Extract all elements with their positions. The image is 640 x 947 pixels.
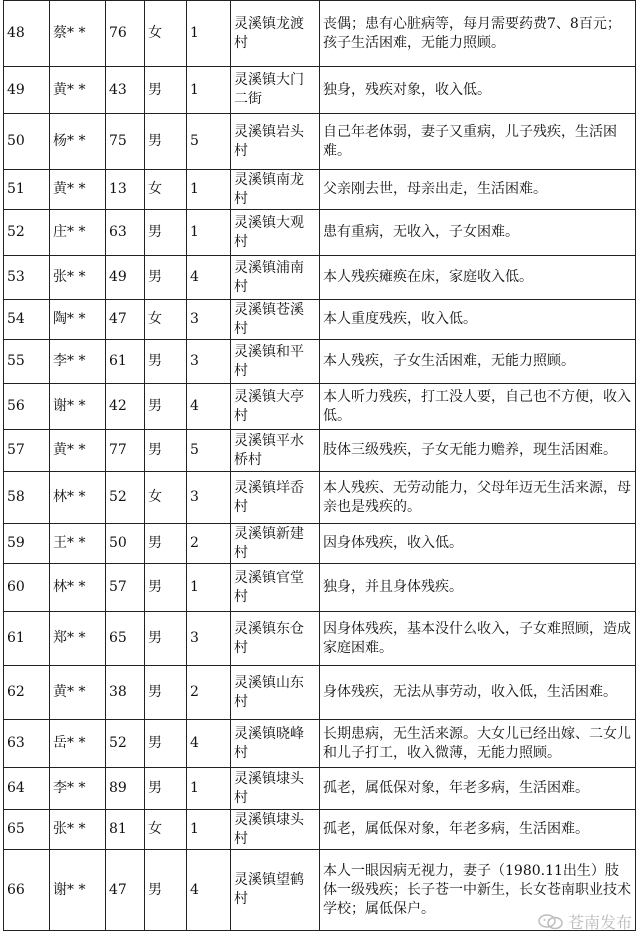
table-row — [4, 430, 636, 472]
row-address: 灵溪镇大亭村 — [231, 384, 320, 430]
row-reason: 患有重病，无收入，子女困难。 — [320, 210, 636, 256]
row-address: 灵溪镇埭头村 — [231, 768, 320, 810]
row-sex: 男 — [145, 720, 187, 768]
row-reason: 独身，并且身体残疾。 — [320, 564, 636, 612]
table-row — [4, 1, 636, 67]
row-number: 53 — [4, 256, 50, 300]
row-reason: 因身体残疾，基本没什么收入，子女难照顾，造成家庭困难。 — [320, 612, 636, 666]
row-name: 庄* * — [50, 210, 106, 256]
row-name: 蔡* * — [50, 1, 106, 67]
watermark — [538, 910, 632, 933]
table-row — [4, 170, 636, 210]
row-number: 61 — [4, 612, 50, 666]
row-sex: 男 — [145, 430, 187, 472]
row-age: 81 — [106, 810, 145, 850]
row-age: 52 — [106, 720, 145, 768]
row-sex: 男 — [145, 384, 187, 430]
row-household-count: 1 — [187, 210, 231, 256]
row-household-count: 1 — [187, 67, 231, 114]
row-name: 林* * — [50, 564, 106, 612]
row-number: 60 — [4, 564, 50, 612]
row-address: 灵溪镇山东村 — [231, 666, 320, 720]
row-name: 张* * — [50, 256, 106, 300]
row-age: 13 — [106, 170, 145, 210]
row-address: 灵溪镇南龙村 — [231, 170, 320, 210]
row-name: 黄* * — [50, 170, 106, 210]
row-household-count: 1 — [187, 1, 231, 67]
row-sex: 男 — [145, 114, 187, 170]
row-age: 89 — [106, 768, 145, 810]
row-sex: 男 — [145, 340, 187, 384]
row-address: 灵溪镇望鹤村 — [231, 850, 320, 931]
row-sex: 女 — [145, 472, 187, 524]
row-reason: 本人残疾瘫痪在床，家庭收入低。 — [320, 256, 636, 300]
row-age: 47 — [106, 850, 145, 931]
row-number: 58 — [4, 472, 50, 524]
row-number: 64 — [4, 768, 50, 810]
row-sex: 男 — [145, 850, 187, 931]
table-row — [4, 564, 636, 612]
row-household-count: 5 — [187, 430, 231, 472]
row-household-count: 3 — [187, 340, 231, 384]
row-number: 57 — [4, 430, 50, 472]
row-age: 47 — [106, 300, 145, 340]
row-reason: 自己年老体弱，妻子又重病，儿子残疾，生活困难。 — [320, 114, 636, 170]
row-household-count: 1 — [187, 564, 231, 612]
row-address: 灵溪镇新建村 — [231, 524, 320, 564]
row-household-count: 2 — [187, 524, 231, 564]
row-age: 61 — [106, 340, 145, 384]
row-age: 75 — [106, 114, 145, 170]
table-body — [4, 1, 636, 931]
row-household-count: 4 — [187, 384, 231, 430]
table-row — [4, 720, 636, 768]
table-row — [4, 768, 636, 810]
row-name: 王* * — [50, 524, 106, 564]
row-name: 谢* * — [50, 850, 106, 931]
row-number: 52 — [4, 210, 50, 256]
row-address: 灵溪镇龙渡村 — [231, 1, 320, 67]
table-row — [4, 472, 636, 524]
wechat-icon — [538, 914, 564, 930]
row-name: 杨* * — [50, 114, 106, 170]
row-reason: 孤老，属低保对象，年老多病，生活困难。 — [320, 768, 636, 810]
row-household-count: 4 — [187, 850, 231, 931]
row-address: 灵溪镇大门二街 — [231, 67, 320, 114]
row-age: 43 — [106, 67, 145, 114]
row-age: 76 — [106, 1, 145, 67]
row-sex: 男 — [145, 256, 187, 300]
row-number: 59 — [4, 524, 50, 564]
row-sex: 女 — [145, 170, 187, 210]
row-number: 51 — [4, 170, 50, 210]
row-household-count: 3 — [187, 612, 231, 666]
row-household-count: 3 — [187, 472, 231, 524]
row-name: 谢* * — [50, 384, 106, 430]
table-row — [4, 666, 636, 720]
row-number: 54 — [4, 300, 50, 340]
row-reason: 因身体残疾，收入低。 — [320, 524, 636, 564]
row-age: 42 — [106, 384, 145, 430]
row-reason: 本人听力残疾，打工没人要，自己也不方便，收入低。 — [320, 384, 636, 430]
row-age: 49 — [106, 256, 145, 300]
table-row — [4, 67, 636, 114]
row-number: 55 — [4, 340, 50, 384]
row-age: 38 — [106, 666, 145, 720]
row-reason: 肢体三级残疾，子女无能力赡养，现生活困难。 — [320, 430, 636, 472]
row-sex: 男 — [145, 210, 187, 256]
row-number: 48 — [4, 1, 50, 67]
row-sex: 男 — [145, 524, 187, 564]
row-address: 灵溪镇和平村 — [231, 340, 320, 384]
row-age: 65 — [106, 612, 145, 666]
row-name: 林* * — [50, 472, 106, 524]
row-sex: 男 — [145, 67, 187, 114]
row-reason: 本人一眼因病无视力，妻子（1980.11出生）肢体一级残疾；长子苍一中新生，长女苍南职业技术学校；属低保户。 — [320, 850, 636, 931]
row-sex: 男 — [145, 612, 187, 666]
row-name: 张* * — [50, 810, 106, 850]
row-address: 灵溪镇苍溪村 — [231, 300, 320, 340]
table-row — [4, 256, 636, 300]
row-address: 灵溪镇平水桥村 — [231, 430, 320, 472]
row-reason: 本人重度残疾，收入低。 — [320, 300, 636, 340]
row-number: 50 — [4, 114, 50, 170]
row-number: 49 — [4, 67, 50, 114]
table-row — [4, 810, 636, 850]
row-reason: 丧偶；患有心脏病等，每月需要药费7、8百元；孩子生活困难，无能力照顾。 — [320, 1, 636, 67]
row-age: 63 — [106, 210, 145, 256]
row-reason: 本人残疾，子女生活困难，无能力照顾。 — [320, 340, 636, 384]
row-household-count: 1 — [187, 810, 231, 850]
row-sex: 女 — [145, 810, 187, 850]
row-address: 灵溪镇晓峰村 — [231, 720, 320, 768]
row-number: 56 — [4, 384, 50, 430]
row-address: 灵溪镇浦南村 — [231, 256, 320, 300]
table-row — [4, 612, 636, 666]
row-household-count: 3 — [187, 300, 231, 340]
row-reason: 孤老，属低保对象，年老多病，生活困难。 — [320, 810, 636, 850]
row-address: 灵溪镇官堂村 — [231, 564, 320, 612]
row-reason: 独身，残疾对象，收入低。 — [320, 67, 636, 114]
row-name: 岳* * — [50, 720, 106, 768]
row-name: 黄* * — [50, 666, 106, 720]
row-age: 77 — [106, 430, 145, 472]
table-row — [4, 384, 636, 430]
row-reason: 身体残疾，无法从事劳动，收入低，生活困难。 — [320, 666, 636, 720]
row-address: 灵溪镇岩头村 — [231, 114, 320, 170]
beneficiary-table — [3, 0, 636, 931]
row-household-count: 5 — [187, 114, 231, 170]
row-household-count: 4 — [187, 256, 231, 300]
row-address: 灵溪镇大观村 — [231, 210, 320, 256]
row-name: 郑* * — [50, 612, 106, 666]
row-sex: 女 — [145, 1, 187, 67]
row-age: 52 — [106, 472, 145, 524]
table-row — [4, 210, 636, 256]
row-household-count: 1 — [187, 170, 231, 210]
row-sex: 男 — [145, 666, 187, 720]
row-reason: 长期患病，无生活来源。大女儿已经出嫁、二女儿和儿子打工，收入微薄，无能力照顾。 — [320, 720, 636, 768]
row-address: 灵溪镇埭头村 — [231, 810, 320, 850]
table-row — [4, 114, 636, 170]
row-name: 黄* * — [50, 67, 106, 114]
row-number: 66 — [4, 850, 50, 931]
row-sex: 女 — [145, 300, 187, 340]
row-number: 62 — [4, 666, 50, 720]
row-reason: 父亲刚去世，母亲出走，生活困难。 — [320, 170, 636, 210]
row-name: 李* * — [50, 340, 106, 384]
row-reason: 本人残疾、无劳动能力，父母年迈无生活来源，母亲也是残疾的。 — [320, 472, 636, 524]
row-number: 65 — [4, 810, 50, 850]
table-row — [4, 524, 636, 564]
row-name: 陶* * — [50, 300, 106, 340]
row-name: 李* * — [50, 768, 106, 810]
row-sex: 男 — [145, 768, 187, 810]
row-household-count: 1 — [187, 768, 231, 810]
table-row — [4, 300, 636, 340]
row-household-count: 4 — [187, 720, 231, 768]
watermark-text: 苍南发布 — [567, 913, 632, 932]
row-age: 50 — [106, 524, 145, 564]
row-name: 黄* * — [50, 430, 106, 472]
row-household-count: 2 — [187, 666, 231, 720]
row-sex: 男 — [145, 564, 187, 612]
row-address: 灵溪镇东仓村 — [231, 612, 320, 666]
row-age: 57 — [106, 564, 145, 612]
row-address: 灵溪镇垟岙村 — [231, 472, 320, 524]
table-row — [4, 340, 636, 384]
row-number: 63 — [4, 720, 50, 768]
